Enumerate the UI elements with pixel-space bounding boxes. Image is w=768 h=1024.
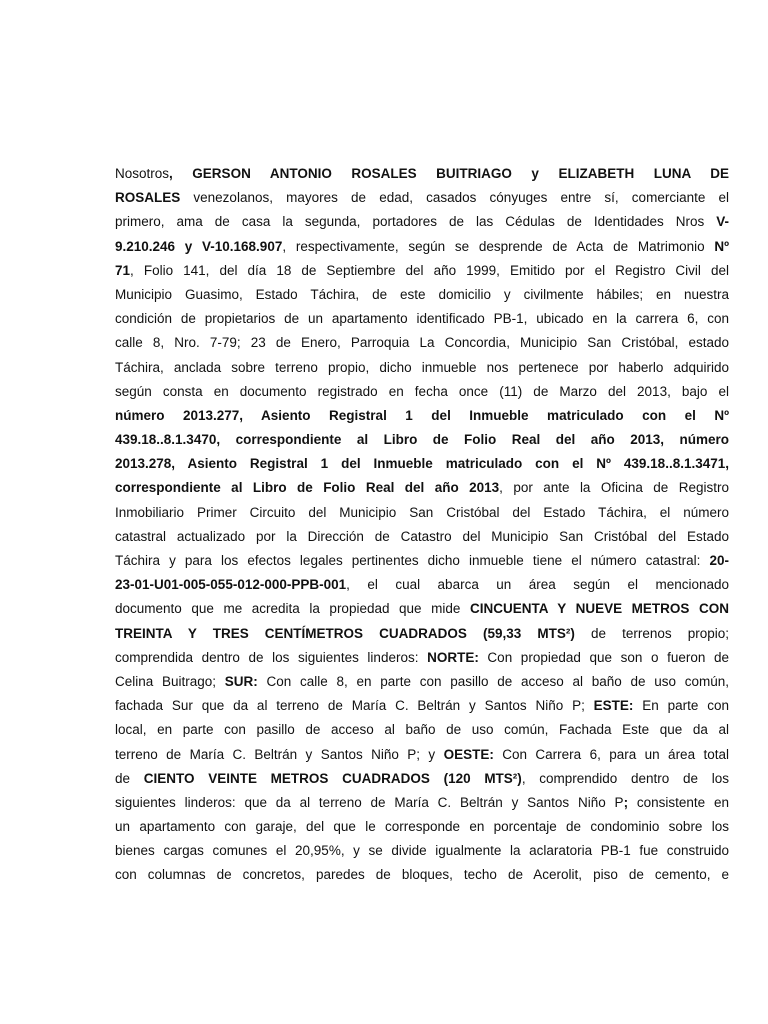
document-paragraph — [115, 162, 729, 888]
bold-text-run: 23-01-U01-005-055-012-000-PPB-001 — [115, 577, 347, 593]
bold-text-run: TREINTA Y TRES CENTÍMETROS CUADRADOS (59,33 MTS²) — [115, 625, 575, 641]
text-line — [115, 549, 729, 573]
text-line — [115, 356, 729, 380]
text-run: Con calle 8, en parte con pasillo de acceso al baño de uso común, — [257, 673, 729, 689]
text-run: Táchira y para los efectos legales pertinentes dicho inmueble tiene el número catastral: — [115, 553, 710, 568]
text-run: , Folio 141, del día 18 de Septiembre del año 1999, Emitido por el Registro Civil del — [130, 262, 729, 278]
text-line — [115, 162, 729, 186]
text-run: Con propiedad que son o fueron de — [478, 649, 730, 665]
text-run: calle 8, Nro. 7-79; 23 de Enero, Parroquia La Concordia, Municipio San Cristóbal, estado — [115, 335, 729, 351]
bold-text-run: 2013.278, Asiento Registral 1 del Inmueble matriculado con el Nº 439.18..8.1.3471, — [115, 456, 729, 472]
text-run: En parte con — [633, 698, 729, 714]
text-line — [115, 622, 729, 646]
text-line — [115, 452, 729, 476]
text-run: Inmobiliario Primer Circuito del Municipio San Cristóbal del Estado Táchira, el número — [115, 504, 729, 520]
text-line — [115, 597, 729, 621]
text-run: comprendida dentro de los siguientes linderos: — [115, 649, 428, 665]
text-run: con columnas de concretos, paredes de bloques, techo de Acerolit, piso de cemento, e — [115, 867, 729, 883]
text-run: primero, ama de casa la segunda, portadores de las Cédulas de Identidades Nros — [115, 214, 717, 230]
bold-text-run: SUR: — [224, 673, 258, 689]
text-run: condición de propietarios de un apartamento identificado PB-1, ubicado en la carrera 6, con — [115, 311, 729, 327]
text-line — [115, 646, 729, 670]
text-run: según consta en documento registrado en fecha once (11) de Marzo del 2013, bajo el — [115, 383, 729, 399]
text-run: , respectivamente, según se desprende de Acta de Matrimonio — [282, 238, 715, 254]
text-line — [115, 694, 729, 718]
text-line — [115, 283, 729, 307]
text-line — [115, 186, 729, 210]
bold-text-run: NORTE: — [427, 649, 479, 665]
text-run: bienes cargas comunes el 20,95%, y se divide igualmente la aclaratoria PB-1 fue construido — [115, 843, 729, 859]
text-run: fachada Sur que da al terreno de María C. Beltrán y Santos Niño P; — [115, 698, 594, 714]
text-line — [115, 670, 729, 694]
text-run: venezolanos, mayores de edad, casados cónyuges entre sí, comerciante el — [180, 190, 729, 206]
text-line — [115, 404, 729, 428]
text-run: Nosotros — [115, 166, 170, 181]
text-line — [115, 743, 729, 767]
bold-text-run: CIENTO VEINTE METROS CUADRADOS (120 MTS²) — [143, 770, 522, 786]
text-line — [115, 839, 729, 863]
bold-text-run: ROSALES — [115, 190, 181, 206]
text-line — [115, 718, 729, 742]
text-line — [115, 380, 729, 404]
bold-text-run: Nº — [714, 238, 730, 254]
text-line — [115, 573, 729, 597]
text-run: Táchira, anclada sobre terreno propio, dicho inmueble nos pertenece por haberlo adquirido — [115, 359, 729, 375]
bold-text-run: 9.210.246 y V-10.168.907 — [115, 238, 283, 254]
text-run: de — [115, 770, 144, 786]
bold-text-run: ESTE: — [593, 698, 634, 714]
text-line — [115, 791, 729, 815]
bold-text-run: CINCUENTA Y NUEVE METROS CON — [469, 601, 729, 617]
text-run: catastral actualizado por la Dirección de Catastro del Municipio San Cristóbal del Estado — [115, 528, 729, 544]
bold-text-run: correspondiente al Libro de Folio Real del año 2013 — [115, 480, 500, 496]
text-run: Municipio Guasimo, Estado Táchira, de este domicilio y civilmente hábiles; en nuestra — [115, 286, 729, 302]
text-run: un apartamento con garaje, del que le corresponde en porcentaje de condominio sobre los — [115, 819, 729, 835]
text-line — [115, 525, 729, 549]
text-run: local, en parte con pasillo de acceso al baño de uso común, Fachada Este que da al — [115, 722, 729, 738]
text-run: Celina Buitrago; — [115, 673, 225, 689]
text-run: , comprendido dentro de los — [521, 770, 729, 786]
bold-text-run: , GERSON ANTONIO ROSALES BUITRIAGO y ELIZABETH LUNA DE — [169, 166, 729, 181]
text-line — [115, 259, 729, 283]
bold-text-run: OESTE: — [443, 746, 494, 762]
bold-text-run: V- — [716, 214, 729, 230]
bold-text-run: número 2013.277, Asiento Registral 1 del Inmueble matriculado con el Nº — [115, 407, 729, 423]
text-run: consistente en — [628, 794, 729, 810]
text-line — [115, 428, 729, 452]
text-line — [115, 331, 729, 355]
text-line — [115, 501, 729, 525]
text-line — [115, 210, 729, 234]
bold-text-run: 20- — [709, 553, 729, 568]
text-line — [115, 863, 729, 887]
text-run: documento que me acredita la propiedad que mide — [115, 601, 470, 617]
text-run: , por ante la Oficina de Registro — [499, 480, 729, 496]
text-run: terreno de María C. Beltrán y Santos Niño P; y — [115, 746, 444, 762]
bold-text-run: 71 — [115, 262, 131, 278]
text-line — [115, 235, 729, 259]
text-run: Con Carrera 6, para un área total — [493, 746, 729, 762]
text-run: siguientes linderos: que da al terreno de María C. Beltrán y Santos Niño P — [115, 794, 624, 810]
bold-text-run: 439.18..8.1.3470, correspondiente al Libro de Folio Real del año 2013, número — [115, 432, 729, 448]
text-run: , el cual abarca un área según el mencionado — [346, 577, 729, 593]
bold-text-run: ; — [623, 794, 629, 810]
text-run: de terrenos propio; — [574, 625, 729, 641]
text-line — [115, 815, 729, 839]
text-line — [115, 476, 729, 500]
text-line — [115, 307, 729, 331]
text-line — [115, 767, 729, 791]
